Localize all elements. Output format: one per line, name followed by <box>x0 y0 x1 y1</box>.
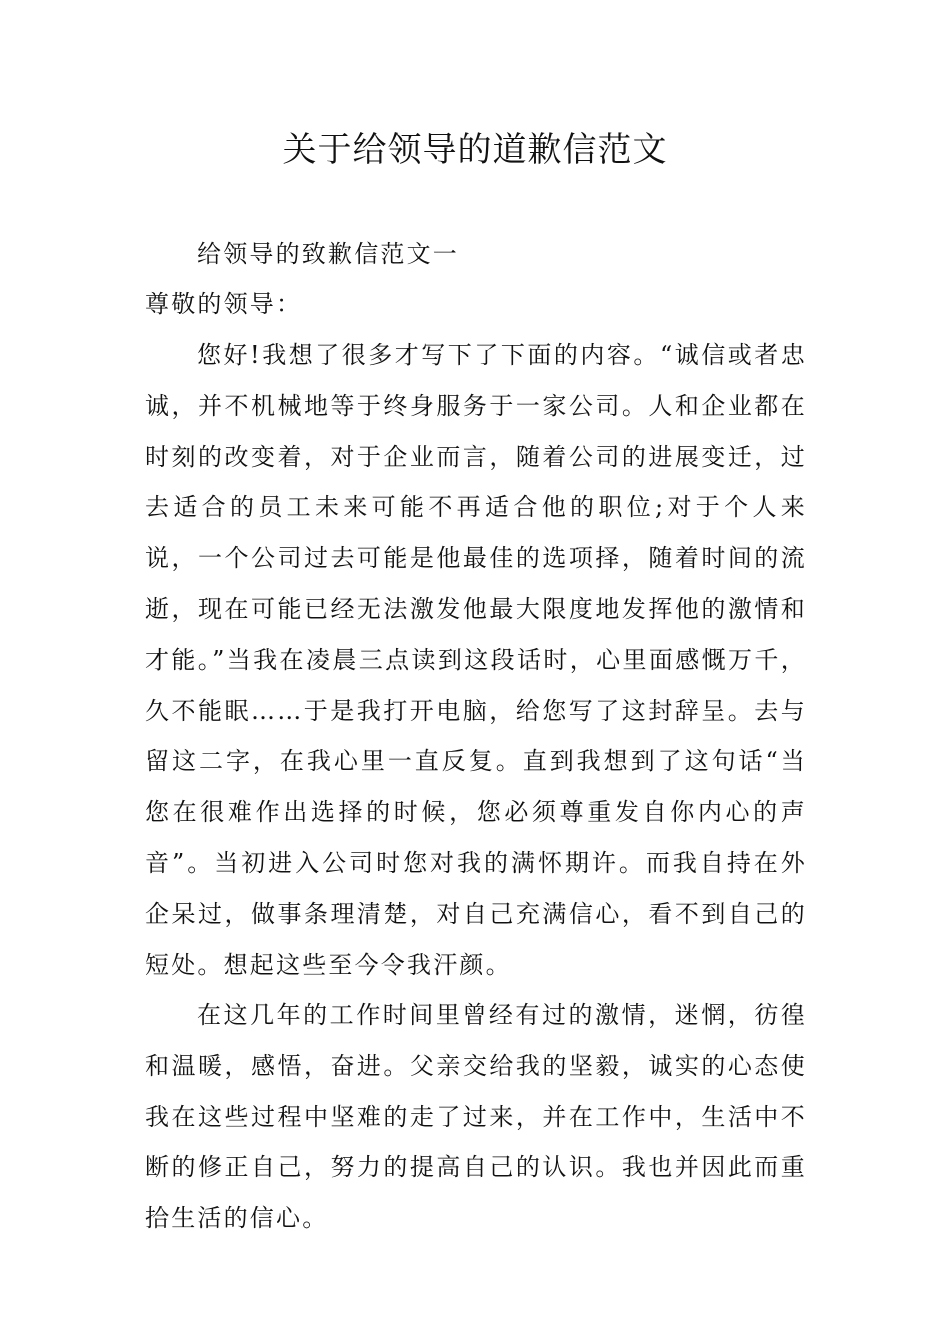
letter-paragraph: 在这几年的工作时间里曾经有过的激情，迷惘，彷徨和温暖，感悟，奋进。父亲交给我的坚毅，诚实的心态使我在这些过程中坚难的走了过来，并在工作中，生活中不断的修正自己，努力的提高自己的认识。我也并因此而重拾生活的信心。 <box>145 1001 807 1233</box>
document-title: 关于给领导的道歉信范文 <box>282 130 668 170</box>
letter-paragraph: 您好!我想了很多才写下了下面的内容。“诚信或者忠诚，并不机械地等于终身服务于一家公司。人和企业都在时刻的改变着，对于企业而言，随着公司的进展变迁，过去适合的员工未来可能不再适合他的职位;对于个人来说，一个公司过去可能是他最佳的选项择，随着时间的流逝，现在可能已经无法激发他最大限度地发挥他的激情和才能。”当我在凌晨三点读到这段话时，心里面感慨万千，久不能眠……于是我打开电脑，给您写了这封辞呈。去与留这二字，在我心里一直反复。直到我想到了这句话“当您在很难作出选择的时候，您必须尊重发自你内心的声音”。当初进入公司时您对我的满怀期许。而我自持在外企呆过，做事条理清楚，对自己充满信心，看不到自己的短处。想起这些至今令我汗颜。 <box>145 341 807 979</box>
letter-salutation: 尊敬的领导： <box>145 290 303 318</box>
letter-subheading: 给领导的致歉信范文一 <box>197 240 459 268</box>
